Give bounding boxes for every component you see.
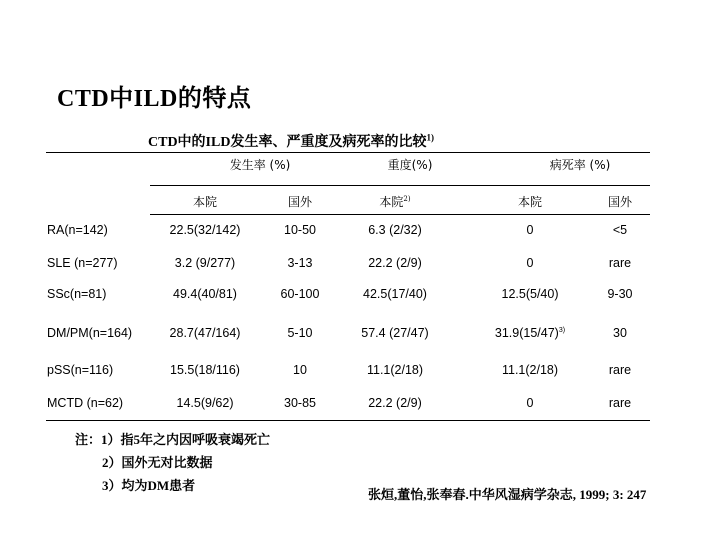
row-label-pss: pSS(n=116) [47,363,114,377]
cell-dmpm-mortality-footnote: 3) [558,326,566,334]
table-caption-footnote-marker: 1) [426,132,434,143]
slide-title: CTD中ILD的特点 [57,86,252,112]
row-label-dmpm: DM/PM(n=164) [47,326,133,340]
cell-dmpm-severity-local: 57.4 (27/47) [361,326,429,340]
table-top-rule [46,152,650,153]
cell-dmpm-incidence-foreign: 5-10 [287,326,313,340]
cell-pss-mortality-local [475,363,585,377]
row-label-mctd: MCTD (n=62) [47,396,124,410]
cell-ra-incidence-local: 22.5(32/142) [169,223,241,237]
table-caption [148,131,434,151]
subheader-severity-footnote-marker: 2) [403,195,411,203]
row-label-sle: SLE (n=277) [47,256,118,270]
subheader-incidence-foreign: 国外 [287,195,312,209]
subheader-rule [150,214,650,215]
footnote-2: 2）国外无对比数据 [102,455,213,470]
cell-ssc-mortality-foreign: 9-30 [607,287,633,301]
header-mortality: 病死率 (%) [549,158,611,172]
cell-ra-mortality-foreign: <5 [612,223,628,237]
cell-mctd-mortality-local-text: 0 [526,396,534,410]
subheader-mortality-foreign: 国外 [607,195,632,209]
header-severity: 重度(%) [387,158,433,172]
footnote-3: 3）均为DM患者 [102,478,196,493]
cell-sle-mortality-foreign: rare [608,256,632,270]
cell-pss-incidence-local: 15.5(18/116) [170,363,240,377]
cell-ra-incidence-foreign: 10-50 [284,223,316,237]
subheader-severity-local [365,193,425,210]
cell-pss-incidence-foreign: 10 [293,363,307,377]
footnotes [75,428,270,497]
cell-mctd-severity-local: 22.2 (2/9) [368,396,422,410]
subheader-incidence-local: 本院 [192,195,217,209]
footnote-1: 注：1）指5年之内因呼吸衰竭死亡 [75,432,271,447]
cell-pss-mortality-foreign: rare [608,363,632,377]
subheader-severity-local-text: 本院 [379,195,404,209]
cell-sle-mortality-local [475,256,585,270]
cell-ssc-mortality-local [475,287,585,301]
cell-mctd-incidence-local: 14.5(9/62) [176,396,234,410]
header-incidence: 发生率 (%) [229,158,291,172]
cell-pss-severity-local: 11.1(2/18) [366,363,424,377]
row-label-ra: RA(n=142) [47,223,108,237]
cell-sle-mortality-local-text: 0 [526,256,534,270]
cell-mctd-incidence-foreign: 30-85 [284,396,316,410]
header-rule [150,185,650,186]
cell-dmpm-incidence-local: 28.7(47/164) [169,326,241,340]
cell-ssc-severity-local: 42.5(17/40) [363,287,427,301]
cell-ssc-incidence-local: 49.4(40/81) [173,287,237,301]
cell-sle-severity-local: 22.2 (2/9) [368,256,422,270]
cell-ssc-mortality-local-text: 12.5(5/40) [501,287,559,301]
cell-ssc-incidence-foreign: 60-100 [280,287,320,301]
cell-dmpm-mortality-local [475,326,585,340]
cell-dmpm-mortality-foreign: 30 [613,326,627,340]
citation: 张烜,董怡,张奉春.中华风湿病学杂志, 1999; 3: 247 [368,487,647,502]
table-caption-text: CTD中的ILD发生率、严重度及病死率的比较 [148,135,427,150]
row-label-ssc: SSc(n=81) [47,287,107,301]
subheader-mortality-local: 本院 [517,195,542,209]
cell-sle-incidence-foreign: 3-13 [287,256,313,270]
cell-dmpm-mortality-local-text: 31.9(15/47) [494,326,559,340]
cell-sle-incidence-local: 3.2 (9/277) [174,256,236,270]
table-bottom-rule [46,420,650,421]
cell-ra-mortality-local-text: 0 [526,223,534,237]
cell-mctd-mortality-local [475,396,585,410]
cell-ra-severity-local: 6.3 (2/32) [368,223,422,237]
cell-ra-mortality-local [475,223,585,237]
cell-pss-mortality-local-text: 11.1(2/18) [501,363,559,377]
cell-mctd-mortality-foreign: rare [608,396,632,410]
